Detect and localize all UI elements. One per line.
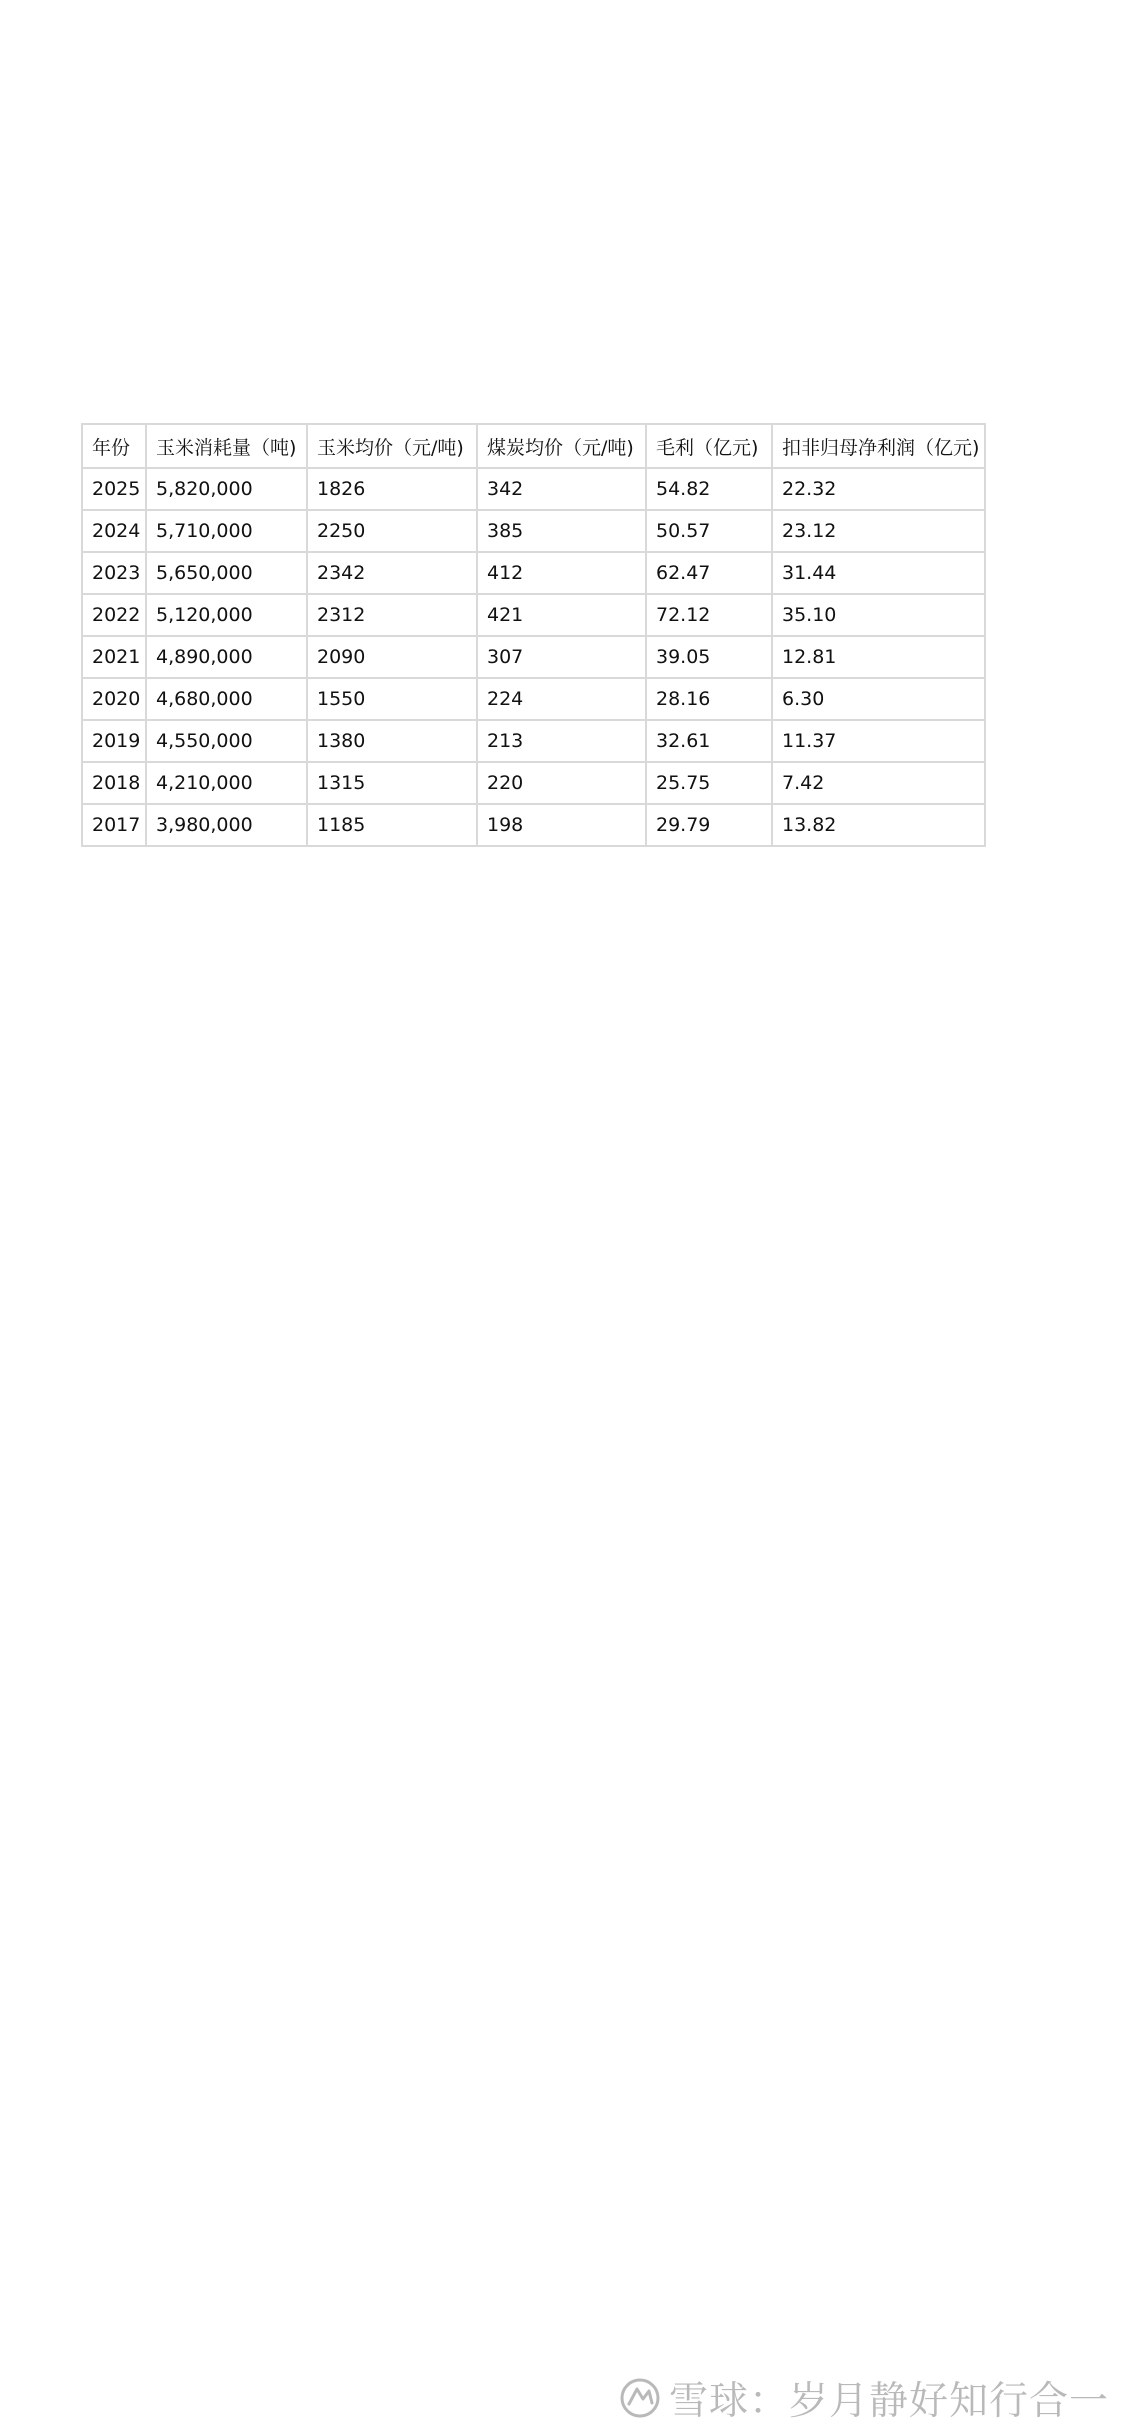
table-body bbox=[82, 468, 985, 846]
table-row bbox=[82, 762, 985, 804]
table-row bbox=[82, 552, 985, 594]
table-cell: 213 bbox=[477, 720, 646, 762]
table-row bbox=[82, 510, 985, 552]
financial-data-table bbox=[81, 423, 986, 847]
table-cell: 4,210,000 bbox=[146, 762, 307, 804]
table-cell: 2023 bbox=[82, 552, 146, 594]
table-row bbox=[82, 468, 985, 510]
table-cell: 342 bbox=[477, 468, 646, 510]
table-cell: 5,710,000 bbox=[146, 510, 307, 552]
table-cell: 2018 bbox=[82, 762, 146, 804]
table-cell: 50.57 bbox=[646, 510, 772, 552]
header-cell-corn-price: 玉米均价（元/吨) bbox=[307, 424, 477, 468]
table-cell: 2250 bbox=[307, 510, 477, 552]
table-cell: 2024 bbox=[82, 510, 146, 552]
table-cell: 25.75 bbox=[646, 762, 772, 804]
table-header bbox=[82, 424, 985, 468]
header-cell-corn-consumption: 玉米消耗量（吨) bbox=[146, 424, 307, 468]
data-table-container bbox=[81, 423, 984, 847]
table-cell: 11.37 bbox=[772, 720, 985, 762]
table-cell: 2312 bbox=[307, 594, 477, 636]
table-cell: 22.32 bbox=[772, 468, 985, 510]
table-cell: 2090 bbox=[307, 636, 477, 678]
table-cell: 1185 bbox=[307, 804, 477, 846]
table-cell: 4,680,000 bbox=[146, 678, 307, 720]
table-cell: 35.10 bbox=[772, 594, 985, 636]
header-cell-net-profit: 扣非归母净利润（亿元) bbox=[772, 424, 985, 468]
table-cell: 32.61 bbox=[646, 720, 772, 762]
table-row bbox=[82, 804, 985, 846]
table-cell: 39.05 bbox=[646, 636, 772, 678]
table-cell: 2020 bbox=[82, 678, 146, 720]
watermark-text: 雪球：岁月静好知行合一 bbox=[668, 2379, 1109, 2424]
table-cell: 307 bbox=[477, 636, 646, 678]
table-cell: 62.47 bbox=[646, 552, 772, 594]
table-cell: 31.44 bbox=[772, 552, 985, 594]
table-cell: 28.16 bbox=[646, 678, 772, 720]
table-cell: 7.42 bbox=[772, 762, 985, 804]
table-cell: 1826 bbox=[307, 468, 477, 510]
table-row bbox=[82, 594, 985, 636]
xueqiu-logo-icon bbox=[619, 2377, 661, 2419]
table-cell: 198 bbox=[477, 804, 646, 846]
header-cell-coal-price: 煤炭均价（元/吨) bbox=[477, 424, 646, 468]
table-cell: 220 bbox=[477, 762, 646, 804]
table-cell: 4,890,000 bbox=[146, 636, 307, 678]
table-row bbox=[82, 636, 985, 678]
table-cell: 5,120,000 bbox=[146, 594, 307, 636]
header-cell-gross-profit: 毛利（亿元) bbox=[646, 424, 772, 468]
table-cell: 2017 bbox=[82, 804, 146, 846]
table-cell: 1550 bbox=[307, 678, 477, 720]
watermark bbox=[619, 2370, 1109, 2426]
table-cell: 224 bbox=[477, 678, 646, 720]
table-cell: 6.30 bbox=[772, 678, 985, 720]
table-row bbox=[82, 720, 985, 762]
table-cell: 421 bbox=[477, 594, 646, 636]
header-cell-year: 年份 bbox=[82, 424, 146, 468]
table-cell: 72.12 bbox=[646, 594, 772, 636]
table-cell: 1315 bbox=[307, 762, 477, 804]
table-cell: 3,980,000 bbox=[146, 804, 307, 846]
table-cell: 13.82 bbox=[772, 804, 985, 846]
table-cell: 54.82 bbox=[646, 468, 772, 510]
table-cell: 12.81 bbox=[772, 636, 985, 678]
table-row bbox=[82, 678, 985, 720]
table-cell: 412 bbox=[477, 552, 646, 594]
table-cell: 4,550,000 bbox=[146, 720, 307, 762]
table-cell: 29.79 bbox=[646, 804, 772, 846]
table-cell: 2022 bbox=[82, 594, 146, 636]
table-cell: 2342 bbox=[307, 552, 477, 594]
table-cell: 2019 bbox=[82, 720, 146, 762]
header-row bbox=[82, 424, 985, 468]
table-cell: 5,650,000 bbox=[146, 552, 307, 594]
table-cell: 2025 bbox=[82, 468, 146, 510]
table-cell: 2021 bbox=[82, 636, 146, 678]
table-cell: 385 bbox=[477, 510, 646, 552]
table-cell: 1380 bbox=[307, 720, 477, 762]
table-cell: 5,820,000 bbox=[146, 468, 307, 510]
table-cell: 23.12 bbox=[772, 510, 985, 552]
